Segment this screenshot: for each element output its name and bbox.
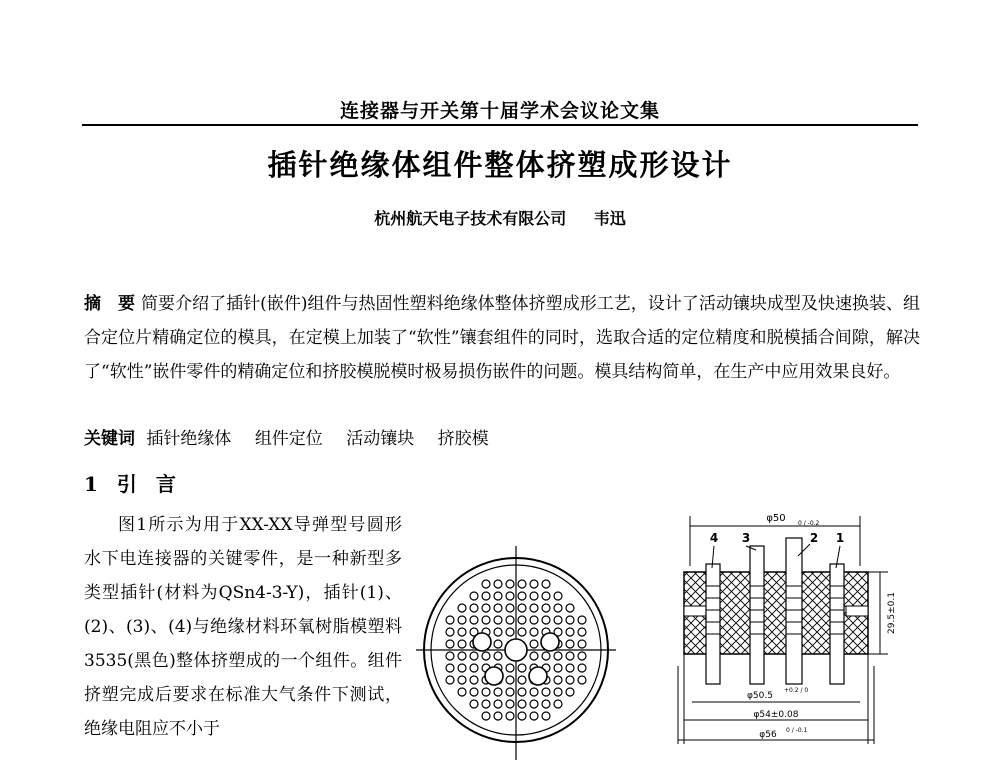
pin-hole xyxy=(518,604,526,612)
pin-hole xyxy=(494,652,502,660)
pin-hole xyxy=(518,688,526,696)
pin-hole xyxy=(542,580,550,588)
pin-hole xyxy=(554,604,562,612)
pin-hole xyxy=(518,628,526,636)
dim-top-tol: 0 / -0.2 xyxy=(798,520,820,527)
pin-hole xyxy=(494,628,502,636)
pin-hole xyxy=(542,616,550,624)
pin-hole xyxy=(566,676,574,684)
dim-top: φ50 xyxy=(766,513,786,524)
pin-hole xyxy=(482,592,490,600)
pin-1 xyxy=(830,564,844,684)
pin-hole xyxy=(446,616,454,624)
pin-hole xyxy=(470,616,478,624)
pin-hole xyxy=(482,604,490,612)
dim-outer-tol: 0 / -0.1 xyxy=(786,727,808,734)
abstract-text: 简要介绍了插针(嵌件)组件与热固性塑料绝缘体整体挤塑成形工艺，设计了活动镶块成型及快速换装、组合定位片精确定位的模具，在定模上加装了“软性”镶套组件的同时，选取合适的定位精度和脱模插合间隙，解决了“软性”嵌件零件的精确定位和挤胶模脱模时极易损伤嵌件的问题。模具结构简单，在生产中应用效果良好。 xyxy=(84,294,920,382)
pin-hole xyxy=(542,712,550,720)
pin-hole xyxy=(530,652,538,660)
large-pin-hole xyxy=(485,667,503,685)
pin-hole xyxy=(518,580,526,588)
byline xyxy=(0,206,1000,229)
pin-hole xyxy=(542,688,550,696)
dim-outer: φ56 xyxy=(759,730,777,740)
pin-hole xyxy=(446,628,454,636)
large-pin-hole xyxy=(541,633,559,651)
pin-hole xyxy=(518,676,526,684)
pin-hole xyxy=(542,604,550,612)
section-heading: 1 引 言 xyxy=(84,472,182,496)
pin-hole xyxy=(482,580,490,588)
dim-inner: φ50.5 xyxy=(747,691,773,701)
pin-hole xyxy=(482,652,490,660)
pin-hole xyxy=(470,604,478,612)
pin-hole xyxy=(542,700,550,708)
pin-hole xyxy=(530,640,538,648)
large-pin-hole xyxy=(505,639,527,661)
pin-hole xyxy=(530,628,538,636)
pin-hole xyxy=(470,664,478,672)
pin-hole xyxy=(554,616,562,624)
pin-hole xyxy=(482,616,490,624)
keyword: 挤胶模 xyxy=(437,429,489,449)
pin-hole xyxy=(530,580,538,588)
pin-hole xyxy=(494,700,502,708)
pin-hole xyxy=(554,700,562,708)
pin-4 xyxy=(706,564,720,684)
pin-label: 3 xyxy=(741,531,751,545)
pin-hole xyxy=(578,628,586,636)
pin-hole xyxy=(458,652,466,660)
pin-label: 4 xyxy=(709,531,719,545)
pin-label: 1 xyxy=(835,531,845,545)
pin-hole xyxy=(506,664,514,672)
pin-hole xyxy=(494,640,502,648)
running-header: 连接器与开关第十届学术会议论文集 xyxy=(339,100,660,122)
pin-3 xyxy=(750,546,764,684)
dim-inner-tol: +0.2 / 0 xyxy=(784,687,809,694)
dim-mid: φ54±0.08 xyxy=(753,710,799,720)
front-view-drawing xyxy=(416,546,616,760)
pin-hole xyxy=(506,712,514,720)
pin-hole xyxy=(542,592,550,600)
pin-hole xyxy=(494,580,502,588)
pin-hole xyxy=(458,676,466,684)
pin-hole xyxy=(554,592,562,600)
pin-hole xyxy=(494,688,502,696)
pin-hole xyxy=(458,688,466,696)
keyword: 活动镶块 xyxy=(346,429,415,449)
pin-hole xyxy=(566,640,574,648)
pin-hole xyxy=(482,688,490,696)
pin-label: 2 xyxy=(809,531,819,545)
pin-hole xyxy=(458,640,466,648)
paper-title: 插针绝缘体组件整体挤塑成形设计 xyxy=(267,148,733,182)
pin-hole xyxy=(554,652,562,660)
pin-hole xyxy=(446,640,454,648)
pin-hole xyxy=(578,640,586,648)
pin-hole xyxy=(446,664,454,672)
abstract-label: 摘 要 xyxy=(84,294,136,314)
pin-hole xyxy=(494,604,502,612)
pin-hole xyxy=(518,712,526,720)
pin-hole xyxy=(578,652,586,660)
pin-hole xyxy=(578,676,586,684)
affiliation: 杭州航天电子技术有限公司 xyxy=(374,209,567,228)
pin-hole xyxy=(470,700,478,708)
keyword: 插针绝缘体 xyxy=(146,429,232,449)
pin-hole xyxy=(542,652,550,660)
pin-hole xyxy=(530,592,538,600)
pin-hole xyxy=(470,676,478,684)
pin-hole xyxy=(458,604,466,612)
pin-hole xyxy=(530,688,538,696)
keyword: 组件定位 xyxy=(254,429,323,449)
pin-hole xyxy=(506,688,514,696)
pin-hole xyxy=(506,616,514,624)
pin-hole xyxy=(482,712,490,720)
keywords xyxy=(84,424,920,454)
pin-hole xyxy=(458,664,466,672)
pin-hole xyxy=(566,688,574,696)
pin-hole xyxy=(470,652,478,660)
pin-hole xyxy=(566,652,574,660)
abstract xyxy=(84,287,920,389)
figure-front-view xyxy=(416,546,616,760)
pin-hole xyxy=(530,700,538,708)
header-rule xyxy=(82,124,918,126)
pin-hole xyxy=(566,604,574,612)
pin-hole xyxy=(470,592,478,600)
pin-hole xyxy=(506,628,514,636)
large-pin-hole xyxy=(473,633,491,651)
pin-hole xyxy=(506,580,514,588)
pin-hole xyxy=(518,700,526,708)
pin-hole xyxy=(578,664,586,672)
pin-2 xyxy=(786,538,802,684)
pin-hole xyxy=(458,616,466,624)
keywords-label: 关键词 xyxy=(84,429,135,449)
pin-hole xyxy=(554,664,562,672)
dim-height: 29.5±0.1 xyxy=(887,592,897,634)
pin-hole xyxy=(506,604,514,612)
pin-hole xyxy=(446,676,454,684)
pin-hole xyxy=(506,676,514,684)
large-pin-hole xyxy=(529,667,547,685)
pin-hole xyxy=(506,700,514,708)
pin-hole xyxy=(566,616,574,624)
pin-hole xyxy=(518,592,526,600)
pin-hole xyxy=(506,592,514,600)
figure-section-view xyxy=(664,506,900,760)
pin-hole xyxy=(494,592,502,600)
pin-hole xyxy=(554,688,562,696)
author: 韦迅 xyxy=(593,209,626,228)
pin-hole xyxy=(530,712,538,720)
pin-hole xyxy=(530,616,538,624)
pin-hole xyxy=(518,616,526,624)
pin-hole xyxy=(566,628,574,636)
pin-hole xyxy=(446,652,454,660)
pin-hole xyxy=(470,688,478,696)
pin-hole xyxy=(458,628,466,636)
pin-hole xyxy=(530,604,538,612)
pin-hole xyxy=(494,712,502,720)
pin-hole xyxy=(578,616,586,624)
pin-hole xyxy=(566,664,574,672)
pin-hole xyxy=(482,700,490,708)
pin-hole xyxy=(554,676,562,684)
pin-hole xyxy=(518,664,526,672)
intro-paragraph: 图1所示为用于XX-XX导弹型号圆形水下电连接器的关键零件，是一种新型多类型插针(材料为QSn4-3-Y)，插针(1)、(2)、(3)、(4)与绝缘材料环氧树脂模塑料3535(黑色)整体挤塑成的一个组件。组件挤塑完成后要求在标准大气条件下测试，绝缘电阻应不小于 xyxy=(84,515,402,739)
pin-hole xyxy=(494,616,502,624)
